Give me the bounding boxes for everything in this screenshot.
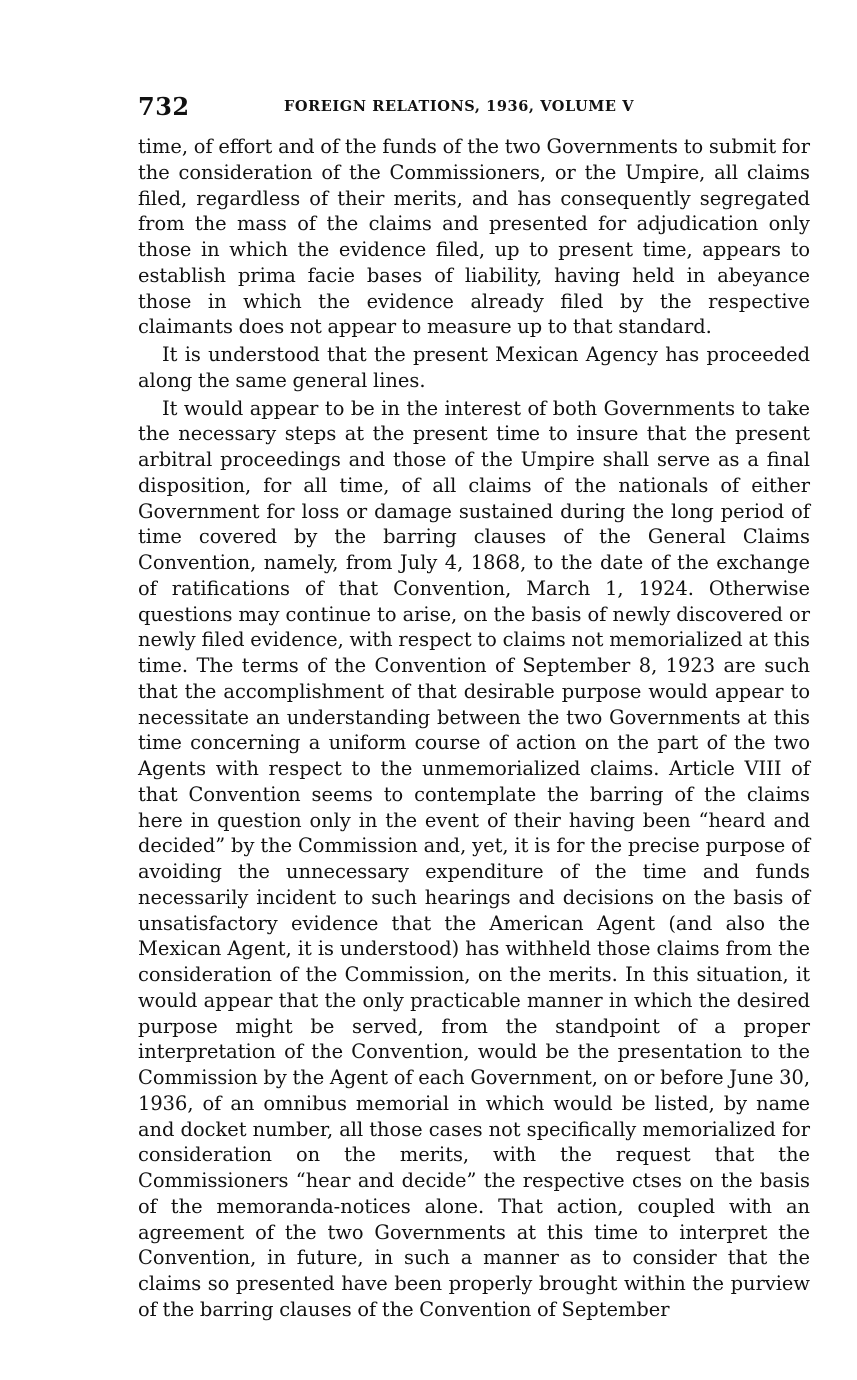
paragraph-continued: time, of effort and of the funds of the two Governments to submit for the consideration of the Commissioners, or the Umpire, all claims filed, regardless of their merits, and has consequently segregated from the mass of the claims and presented for adjudication only those in which the evidence filed, up to present time, appears to establish prima facie bases of liability, having held in abeyance those in which the evidence already filed by the respective claimants does not appear to measure up to that standard. (138, 135, 810, 339)
paragraph-mexican-agency: It is understood that the present Mexican Agency has proceeded along the same general lines. (138, 343, 810, 392)
running-header-title: FOREIGN RELATIONS, 1936, VOLUME V (284, 98, 635, 115)
body-text (138, 134, 810, 1323)
document-page (138, 92, 810, 1323)
paragraph-final-disposition: It would appear to be in the interest of both Governments to take the necessary steps at the present time to insure that the present arbitral proceedings and those of the Umpire shall serve as a final disposition, for all time, of all claims of the nationals of either Government for loss or damage sustained during the long period of time covered by the barring clauses of the General Claims Convention, namely, from July 4, 1868, to the date of the exchange of ratifications of that Convention, March 1, 1924. Otherwise questions may continue to arise, on the basis of newly discovered or newly filed evidence, with respect to claims not memorialized at this time. The terms of the Convention of September 8, 1923 are such that the accomplishment of that desirable purpose would appear to necessitate an understanding between the two Governments at this time concerning a uniform course of action on the part of the two Agents with respect to the unmemorialized claims. Article VIII of that Convention seems to contemplate the barring of the claims here in question only in the event of their having been “heard and decided” by the Commission and, yet, it is for the precise purpose of avoiding the unnecessary expenditure of the time and funds necessarily incident to such hearings and decisions on the basis of unsatisfactory evidence that the American Agent (and also the Mexican Agent, it is understood) has withheld those claims from the consideration of the Commission, on the merits. In this situation, it would appear that the only practicable manner in which the desired purpose might be served, from the standpoint of a proper interpretation of the Convention, would be the presentation to the Commission by the Agent of each Government, on or before June 30, 1936, of an omnibus memorial in which would be listed, by name and docket number, all those cases not specifically memorialized for consideration on the merits, with the request that the Commissioners “hear and decide” the respective ctses on the basis of the memoranda-notices alone. That action, coupled with an agreement of the two Governments at this time to interpret the Convention, in future, in such a manner as to consider that the claims so presented have been properly brought within the purview of the barring clauses of the Convention of September (138, 396, 810, 1321)
page-number: 732 (138, 92, 190, 121)
running-header (138, 92, 810, 126)
